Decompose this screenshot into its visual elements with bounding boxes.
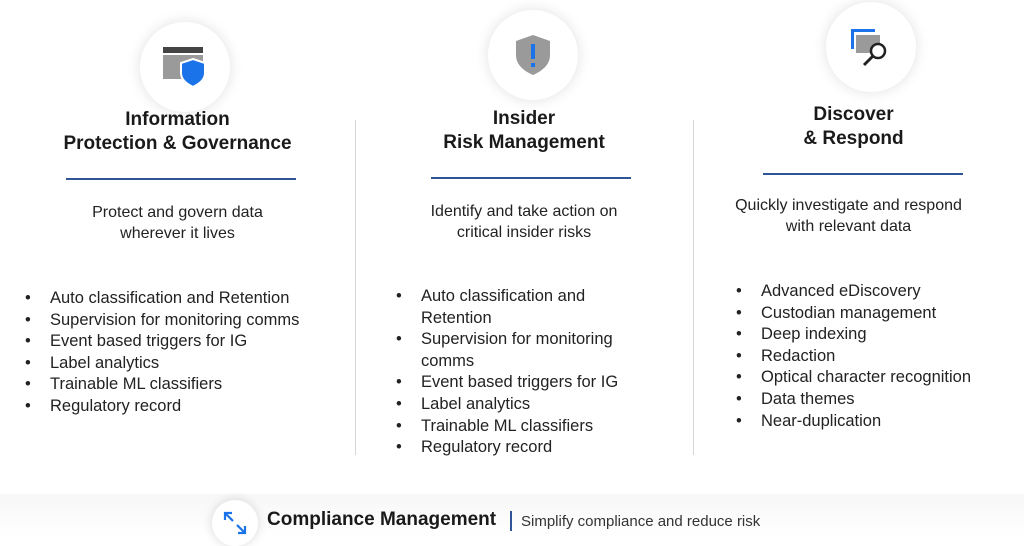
pillar-subtitle-line: wherever it lives (120, 225, 235, 242)
pillar-insider-risk (355, 0, 693, 480)
list-item: • Label analytics (396, 394, 618, 416)
pillar-title (0, 108, 355, 156)
pillar-subtitle-line: Identify and take action on (430, 203, 618, 220)
shield-alert-icon (488, 10, 578, 100)
list-item: • Event based triggers for IG (25, 331, 299, 353)
pillar-title-line: & Respond (803, 128, 904, 149)
list-item: • Trainable ML classifiers (396, 416, 618, 438)
footer-title: Compliance Management (267, 509, 497, 530)
list-item: • Redaction (736, 346, 971, 368)
pillar-title (355, 107, 693, 155)
footer-separator (510, 511, 512, 531)
list-item: • Auto classification and (396, 286, 618, 308)
browser-shield-icon (140, 22, 230, 112)
feature-list (396, 286, 618, 459)
pillar-discover-respond (693, 0, 1024, 480)
pillar-subtitle-line: Protect and govern data (92, 204, 263, 221)
list-item: • Auto classification and Retention (25, 288, 299, 310)
pillar-subtitle (0, 202, 355, 244)
pillar-subtitle (673, 195, 1024, 237)
pillar-subtitle-line: with relevant data (785, 218, 912, 235)
pillar-subtitle-line: Quickly investigate and respond (735, 197, 962, 214)
list-item: • Deep indexing (736, 324, 971, 346)
title-underline (431, 177, 631, 179)
list-item: • Custodian management (736, 303, 971, 325)
list-item: • Label analytics (25, 353, 299, 375)
title-underline (66, 178, 296, 180)
title-underline (763, 173, 963, 175)
pillar-title-line: Protection & Governance (63, 133, 292, 154)
list-item-continuation: comms (421, 351, 475, 370)
list-item: • Optical character recognition (736, 367, 971, 389)
pillar-title (683, 103, 1024, 151)
list-item: • Regulatory record (396, 437, 618, 459)
pillar-subtitle-line: critical insider risks (456, 224, 592, 241)
feature-list (25, 288, 299, 418)
list-item: • Supervision for monitoring (396, 329, 618, 351)
footer-tagline: Simplify compliance and reduce risk (521, 513, 761, 530)
list-item-continuation: Retention (421, 308, 492, 327)
document-search-icon (826, 2, 916, 92)
list-item: • Supervision for monitoring comms (25, 310, 299, 332)
list-item: • Trainable ML classifiers (25, 374, 299, 396)
list-item: • Event based triggers for IG (396, 372, 618, 394)
pillar-title-line: Insider (492, 108, 556, 129)
feature-list (736, 281, 971, 432)
expand-arrows-icon (212, 500, 258, 546)
footer-bar (0, 494, 1024, 538)
pillar-title-line: Information (125, 109, 230, 130)
pillar-information-protection (0, 0, 355, 480)
pillar-title-line: Risk Management (443, 132, 605, 153)
list-item: • Advanced eDiscovery (736, 281, 971, 303)
list-item: • Regulatory record (25, 396, 299, 418)
list-item: • Near-duplication (736, 411, 971, 433)
pillar-subtitle (355, 201, 693, 243)
list-item: • Data themes (736, 389, 971, 411)
pillar-title-line: Discover (813, 104, 894, 125)
